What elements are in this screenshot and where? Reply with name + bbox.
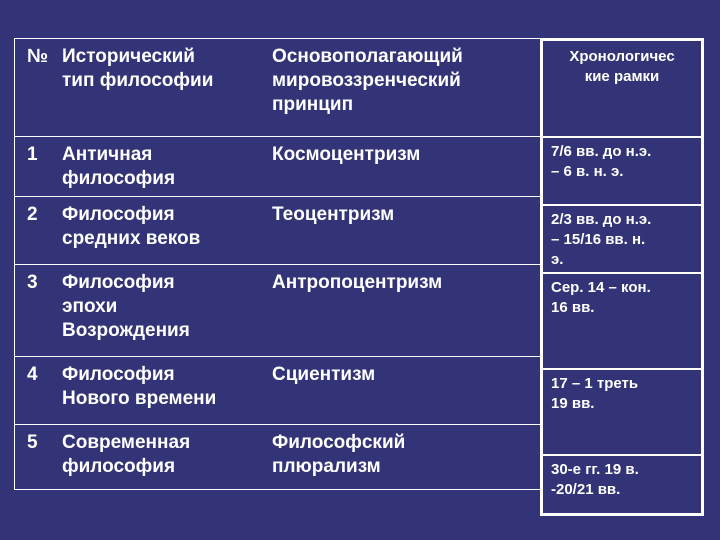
row-number: 5 bbox=[27, 432, 38, 453]
row-number: 2 bbox=[27, 204, 38, 225]
table-header-row bbox=[15, 39, 541, 137]
row-principle: Антропоцентризм bbox=[272, 272, 443, 293]
row-number: 3 bbox=[27, 272, 38, 293]
chronology-period: Сер. 14 – кон. 16 вв. bbox=[551, 279, 651, 316]
table-row bbox=[15, 425, 541, 489]
row-type: Философия средних веков bbox=[62, 204, 201, 249]
row-principle: Теоцентризм bbox=[272, 204, 395, 225]
row-principle: Философский плюрализм bbox=[272, 432, 406, 477]
row-principle: Сциентизм bbox=[272, 364, 376, 385]
row-type: Современная философия bbox=[62, 432, 191, 477]
row-type: Философия Нового времени bbox=[62, 364, 217, 409]
table-row bbox=[15, 357, 541, 425]
chronology-period: 2/3 вв. до н.э. – 15/16 вв. н. э. bbox=[551, 211, 652, 268]
table-row bbox=[15, 137, 541, 197]
chronology-cell bbox=[543, 370, 701, 454]
philosophy-table bbox=[14, 38, 540, 490]
chronology-period: 30-е гг. 19 в. -20/21 вв. bbox=[551, 461, 639, 498]
row-principle: Космоцентризм bbox=[272, 144, 421, 165]
table-row bbox=[15, 197, 541, 265]
chronology-period: 17 – 1 треть 19 вв. bbox=[551, 375, 639, 412]
header-principle: Основополагающий мировоззренческий принцип bbox=[272, 46, 463, 115]
chronology-cell bbox=[543, 456, 701, 513]
chronology-period: 7/6 вв. до н.э. – 6 в. н. э. bbox=[551, 143, 652, 180]
chronology-header: Хронологичес кие рамки bbox=[569, 48, 675, 85]
row-type: Античная философия bbox=[62, 144, 176, 189]
header-number: № bbox=[27, 46, 49, 67]
chronology-cell bbox=[543, 274, 701, 368]
row-number: 4 bbox=[27, 364, 38, 385]
chronology-header-cell bbox=[543, 41, 701, 136]
table-row bbox=[15, 265, 541, 357]
row-type: Философия эпохи Возрождения bbox=[62, 272, 190, 341]
row-number: 1 bbox=[27, 144, 38, 165]
chronology-cell bbox=[543, 206, 701, 272]
chronology-column bbox=[540, 38, 704, 516]
chronology-cell bbox=[543, 138, 701, 204]
header-type: Исторический тип философии bbox=[62, 46, 214, 91]
